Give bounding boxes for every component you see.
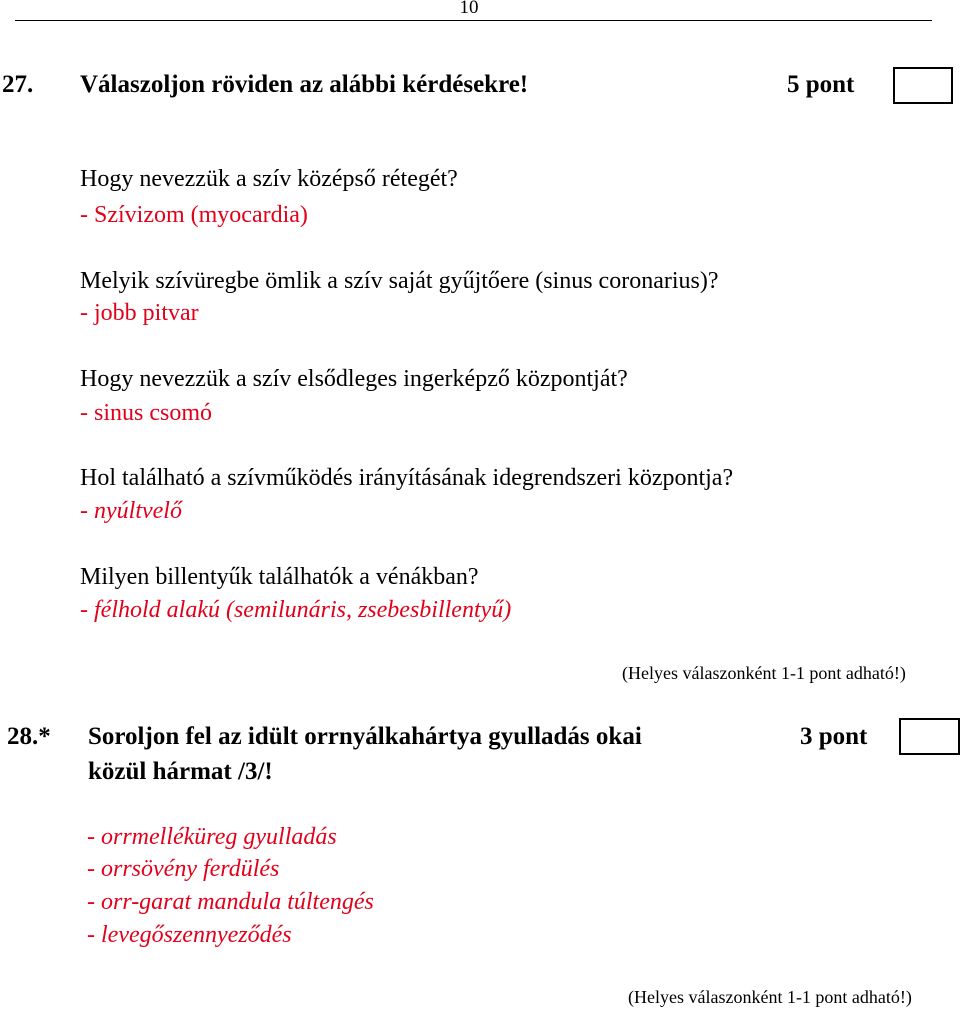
q27-answer-5: - félhold alakú (semilunáris, zsebesbillentyű) [80,597,512,623]
q28-score-box[interactable] [899,718,960,755]
q27-points: 5 pont [787,71,855,98]
q27-answer-4: - nyúltvelő [80,498,182,524]
q27-answer-2: - jobb pitvar [80,300,199,326]
q28-answer-1: - orrmelléküreg gyulladás [87,824,337,850]
q28-title-line2: közül hármat /3/! [88,758,273,785]
page-number: 10 [459,0,479,18]
q27-question-1: Hogy nevezzük a szív középső rétegét? [80,166,458,192]
q27-question-4: Hol található a szívműködés irányításának idegrendszeri központja? [80,465,734,491]
q27-question-3: Hogy nevezzük a szív elsődleges ingerképző központját? [80,366,628,392]
q27-score-box[interactable] [893,67,953,104]
q28-points: 3 pont [800,723,868,750]
q28-answer-2: - orrsövény ferdülés [87,856,280,882]
q28-answer-3: - orr-garat mandula túltengés [87,889,374,915]
q27-title: Válaszoljon röviden az alábbi kérdésekre! [80,71,529,98]
q27-scoring-note: (Helyes válaszonként 1-1 pont adható!) [622,663,906,683]
q27-number: 27. [2,71,34,98]
q27-answer-1: - Szívizom (myocardia) [80,202,308,228]
q27-question-5: Milyen billentyűk találhatók a vénákban? [80,564,479,590]
q28-number: 28.* [7,723,51,750]
header-rule [15,20,932,21]
q28-answer-4: - levegőszennyeződés [87,922,292,948]
q28-title-line1: Soroljon fel az idült orrnyálkahártya gyulladás okai [88,723,642,750]
q27-answer-3: - sinus csomó [80,400,212,426]
q27-question-2: Melyik szívüregbe ömlik a szív saját gyűjtőere (sinus coronarius)? [80,268,719,294]
q28-scoring-note: (Helyes válaszonként 1-1 pont adható!) [628,987,912,1007]
